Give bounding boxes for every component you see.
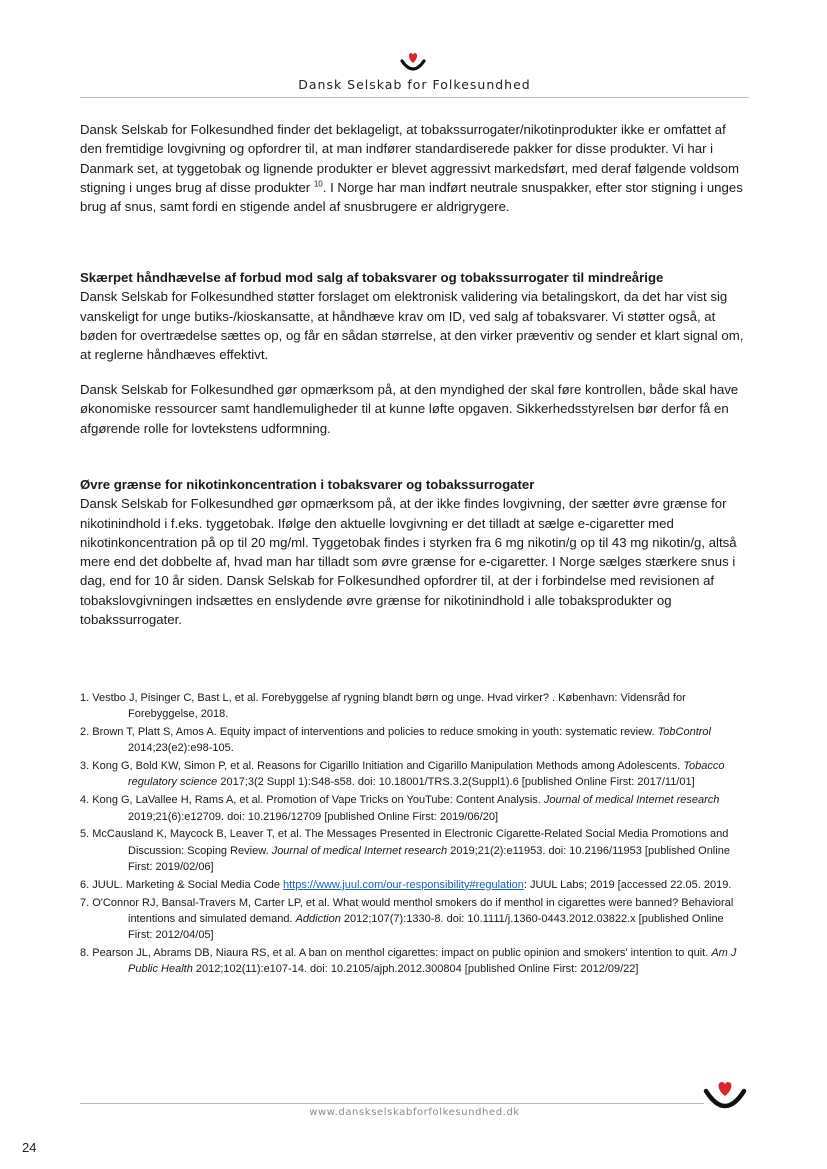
reference-number: 4. (80, 794, 90, 807)
header-title: Dansk Selskab for Folkesundhed (298, 77, 531, 92)
reference-text: Kong G, Bold KW, Simon P, et al. Reasons for Cigarillo Initiation and Cigarillo Manipulation Methods among Adolescents. (92, 760, 684, 773)
reference-text: JUUL. Marketing & Social Media Code (92, 878, 283, 891)
reference-details: 2012;102(11):e107-14. doi: 10.2105/ajph.2012.300804 [published Online First: 2012/09/22] (192, 963, 639, 976)
reference-journal: Tobacco regulatory science (128, 760, 725, 789)
reference-details: 2017;3(2 Suppl 1):S48-s58. doi: 10.18001/TRS.3.2(Suppl1).6 [published Online First: 2017/11/01] (217, 776, 695, 789)
reference-details: 2019;21(6):e12709. doi: 10.2196/12709 [published Online First: 2019/06/20] (128, 810, 498, 823)
reference-text: Pearson JL, Abrams DB, Niaura RS, et al. A ban on menthol cigarettes: impact on public opinion and smokers' intention to quit. (92, 946, 712, 959)
intro-paragraph (80, 120, 750, 216)
reference-list (80, 690, 750, 979)
reference-number: 7. (80, 896, 90, 909)
reference-journal: Journal of medical Internet research (543, 794, 720, 807)
juul-regulation-link[interactable]: https://www.juul.com/our-responsibility#regulation (283, 878, 524, 891)
section-nicotine-limit-title: Øvre grænse for nikotinkoncentration i tobaksvarer og tobakssurrogater (80, 477, 535, 492)
reference-item (80, 826, 750, 875)
reference-item (80, 758, 750, 791)
footer-divider (80, 1103, 704, 1104)
reference-details: 2012;107(7):1330-8. doi: 10.1111/j.1360-0443.2012.03822.x [published Online First: 2012/04/05] (128, 912, 724, 942)
section-enforcement-title: Skærpet håndhævelse af forbud mod salg af tobaksvarer og tobakssurrogater til mindreårige (80, 270, 664, 285)
reference-item (80, 792, 750, 825)
reference-details: 2014;23(e2):e98-105. (128, 742, 234, 755)
footer-website: www.danskselskabforfolkesundhed.dk (309, 1107, 520, 1118)
section-enforcement (80, 268, 750, 364)
reference-journal: Journal of medical Internet research (271, 844, 448, 857)
reference-text: Brown T, Platt S, Amos A. Equity impact of interventions and policies to reduce smoking in youth: systematic review. (92, 726, 658, 739)
reference-journal: Am J Public Health (128, 946, 737, 976)
reference-number: 3. (80, 760, 90, 773)
reference-journal: Addiction (295, 912, 341, 925)
reference-text: O'Connor RJ, Bansal-Travers M, Carter LP, et al. What would menthol smokers do if menthol in cigarettes were banned? Behavioral intentions and simulated demand. (92, 896, 734, 925)
section-nicotine-limit-paragraph: Dansk Selskab for Folkesundhed gør opmærksom på, at der ikke findes lovgivning, der sætter øvre grænse for nikotinindhold i f.eks. tyggetobak. Ifølge den aktuelle lovgivning er det tilladt at sælge e-cigaretter med nikotinkoncentration på op til 20 mg/ml. Tyggetobak findes i styrken fra 6 mg nikotin/g op til 43 mg nikotin/g, altså mere end det dobbelte af, hvad man har tilladt som øvre grænse for e-cigaretter. I Norge sælges stærkere snus i dag, end for 10 år siden. Dansk Selskab for Folkesundhed opfordrer til, at der i forbindelse med revisionen af tobakslovgivningen indsættes en enslydende øvre grænse for nikotinindhold i alle tobaksprodukter og tobakssurrogater. (80, 496, 737, 628)
reference-details: 2019;21(2):e11953. doi: 10.2196/11953 [published Online First: 2019/02/06] (128, 844, 730, 873)
reference-journal: TobControl (657, 726, 711, 739)
reference-number: 2. (80, 726, 90, 739)
society-logo-top (399, 50, 427, 74)
intro-text: Dansk Selskab for Folkesundhed finder det beklageligt, at tobakssurrogater/nikotinprodukter ikke er omfattet af den fremtidige lovgivning og opfordrer til, at man indfører standardiserede pakker for disse produkter. Vi har i Danmark set, at tyggetobak og lignende produkter er blevet aggressivt markedsført, med deraf følgende voldsom stigning i unges brug af disse produkter (80, 122, 739, 195)
reference-item (80, 724, 750, 757)
reference-text: Kong G, LaVallee H, Rams A, et al. Promotion of Vape Tricks on YouTube: Content Analysis. (92, 794, 544, 807)
section-enforcement-paragraph-2: Dansk Selskab for Folkesundhed gør opmærksom på, at den myndighed der skal føre kontrollen, både skal have økonomiske ressourcer samt handlemuligheder til at kunne løfte opgaven. Sikkerhedsstyrelsen bør derfor få en afgørende rolle for lovtekstens udformning. (80, 382, 739, 436)
reference-number: 1. (80, 692, 90, 704)
footnote-ref: 10 (313, 179, 323, 189)
reference-text: McCausland K, Maycock B, Leaver T, et al. The Messages Presented in Electronic Cigarette-Related Social Media Promotions and Discussion: Scoping Review. (92, 828, 729, 857)
header-divider (80, 97, 749, 98)
reference-item (80, 895, 750, 944)
reference-number: 8. (80, 946, 90, 959)
reference-details: : JUUL Labs; 2019 [accessed 22.05. 2019. (523, 878, 732, 891)
reference-item (80, 877, 750, 893)
reference-item (80, 945, 750, 978)
intro-text-continued: . I Norge har man indført neutrale snuspakker, efter stor stigning i unges brug af snus, samt fordi en stigende andel af snusbrugere er aldrigrygere. (80, 179, 743, 215)
section-nicotine-limit (80, 475, 750, 629)
reference-number: 6. (80, 878, 90, 891)
reference-number: 5. (80, 828, 90, 841)
section-enforcement-paragraph-1: Dansk Selskab for Folkesundhed støtter forslaget om elektronisk validering via betalingskort, da det har vist sig vanskeligt for unge butiks-/kioskansatte, at håndhæve krav om ID, ved salg af tobaksvarer. Vi støtter også, at bøden for overtrædelse sættes op, og får en sådan størrelse, at den virker præventiv og sender et klart signal om, at reglerne håndhæves effektivt. (80, 289, 744, 363)
page-number: 24 (22, 1140, 37, 1155)
reference-text: Vestbo J, Pisinger C, Bast L, et al. Forebyggelse af rygning blandt børn og unge. Hvad virker? . København: Vidensråd for Forebyggelse, 2018. (92, 692, 686, 721)
reference-item (80, 690, 750, 723)
